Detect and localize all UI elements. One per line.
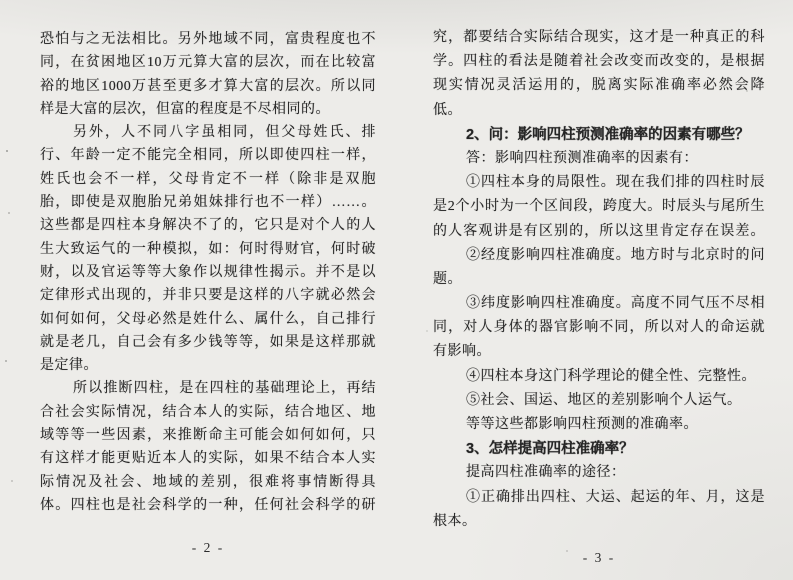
text-line: 低。	[433, 102, 462, 118]
text-line: 学。四柱的看法是随着社会改变而改变的，是根据	[433, 54, 765, 70]
text-line: 域等等一些因素，来推断命主可能会如何如何，只	[40, 428, 376, 444]
text-line: 等等这些都影响四柱预测的准确率。	[466, 417, 698, 432]
page-left-number: - 2 -	[191, 540, 225, 555]
text-line: 答：影响四柱预测准确率的因素有：	[466, 150, 698, 166]
text-line: 胎，即使是双胞胎兄弟姐妹排行也不一样）……。	[40, 195, 376, 211]
text-line: 另外，人不同八字虽相同，但父母姓氏、排	[73, 125, 376, 141]
text-line: ③纬度影响四柱准确度。高度不同气压不尽相	[466, 296, 765, 312]
text-line: 这些都是四柱本身解决不了的，它只是对个人的人	[40, 218, 376, 234]
text-line: ②经度影响四柱准确度。地方时与北京时的问	[466, 247, 765, 263]
question-heading-line: 2、问：影响四柱预测准确率的因素有哪些？	[466, 126, 750, 143]
question-heading-line: 3、怎样提高四柱准确率？	[466, 441, 634, 458]
text-line: 有这样才能更贴近本人的实际，如果不结合本人实	[40, 451, 376, 467]
text-line: 就是老几，自己会有多少钱等等，如果是这样那就	[40, 334, 376, 350]
text-line: 生大致运气的一种模拟，如：何时得财官，何时破	[40, 241, 376, 257]
page-left	[40, 28, 376, 555]
text-line: 恐怕与之无法相比。另外地域不同，富贵程度也不	[40, 32, 376, 47]
text-line: 题。	[433, 271, 462, 287]
text-line: ①四柱本身的局限性。现在我们排的四柱时辰	[466, 175, 765, 191]
text-line: 际情况及社会、地域的差别，很难将事情断得具	[40, 474, 376, 490]
page-right	[433, 26, 765, 565]
text-line: ①正确排出四柱、大运、起运的年、月，这是	[466, 489, 765, 505]
text-line: 究，都要结合实际结合现实，这才是一种真正的科	[433, 30, 765, 45]
text-line: 财，以及官运等等大象作以规律性揭示。并不是以	[40, 264, 376, 280]
text-line: 定律形式出现的，并非只要是这样的八字就必然会	[40, 288, 376, 304]
text-line: 的人客观讲是有区别的，所以这里肯定存在误差。	[433, 223, 765, 239]
text-line: 同，对人身体的器官影响不同，所以对人的命运就	[433, 320, 765, 336]
page-right-number: - 3 -	[582, 550, 616, 565]
text-line: 现实情况灵活运用的，脱离实际准确率必然会降	[433, 78, 765, 94]
text-line: 同，在贫困地区10万元算大富的层次，而在比较富	[40, 55, 376, 71]
text-line: 姓氏也会不一样，父母肯定不一样（除非是双胞	[40, 171, 376, 187]
text-line: 合社会实际情况，结合本人的实际，结合地区、地	[40, 404, 376, 420]
text-line: 有影响。	[433, 344, 491, 360]
text-line: ⑤社会、国运、地区的差别影响个人运气。	[466, 392, 742, 408]
page-left-body	[40, 28, 376, 517]
text-line: 行、年龄一定不能完全相同，所以即使四柱一样，	[40, 148, 376, 164]
text-line: 提高四柱准确率的途径：	[466, 465, 626, 481]
text-line: 裕的地区1000万甚至更多才算大富的层次。所以同	[40, 78, 376, 94]
page-right-body	[433, 26, 765, 534]
scan-noise-specks	[6, 150, 8, 152]
text-line: 是2个小时为一个区间段，跨度大。时辰头与尾所生	[433, 199, 765, 215]
text-line: 是定律。	[40, 358, 98, 374]
text-line: 体。四柱也是社会科学的一种，任何社会科学的研	[40, 497, 376, 513]
text-line: 样是大富的层次，但富的程度是不尽相同的。	[40, 101, 330, 117]
text-line: ④四柱本身这门科学理论的健全性、完整性。	[466, 368, 756, 384]
text-line: 如何如何，父母必然是姓什么、属什么，自己排行	[40, 311, 376, 327]
text-line: 所以推断四柱，是在四柱的基础理论上，再结	[73, 381, 376, 397]
text-line: 根本。	[433, 513, 477, 529]
